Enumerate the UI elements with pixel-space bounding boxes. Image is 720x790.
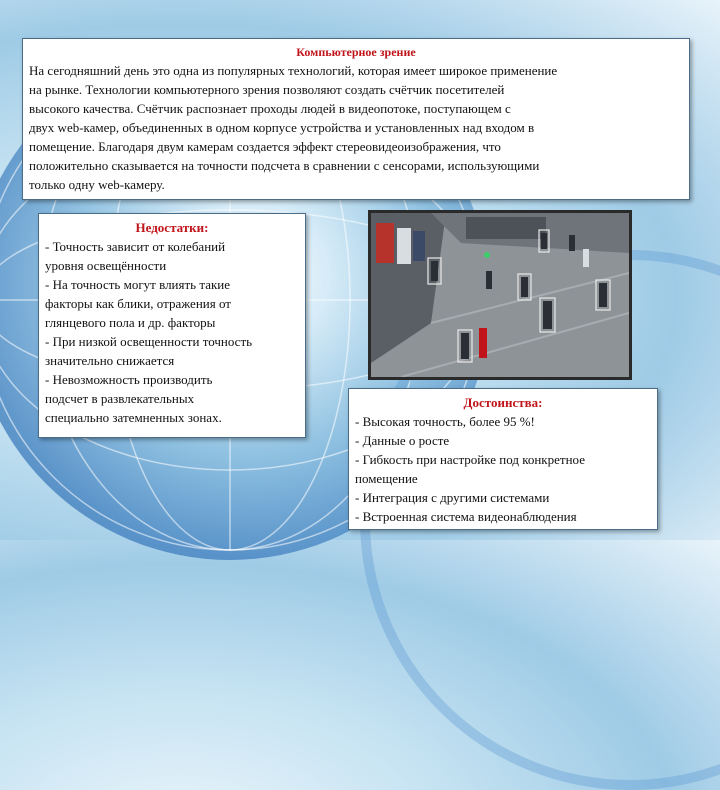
disadvantages-line: - На точность могут влиять такие <box>45 277 231 292</box>
disadvantages-line: - Невозможность производить <box>45 372 213 387</box>
intro-line: положительно сказывается на точности подсчета в сравнении с сенсорами, использующими <box>29 158 540 173</box>
disadvantages-line: - Точность зависит от колебаний <box>45 239 226 254</box>
disadvantages-line: подсчет в развлекательных <box>45 391 195 406</box>
disadvantages-line: специально затемненных зонах. <box>45 410 222 425</box>
advantages-title: Достоинства: <box>463 395 543 410</box>
disadvantages-box <box>38 213 306 438</box>
advantages-line: - Данные о росте <box>355 433 450 448</box>
disadvantages-line: факторы как блики, отражения от <box>45 296 231 311</box>
disadvantages-title: Недостатки: <box>135 220 209 235</box>
people-counter-camera-photo <box>368 210 632 380</box>
disadvantages-line: значительно снижается <box>45 353 175 368</box>
disadvantages-line: - При низкой освещенности точность <box>45 334 253 349</box>
intro-line: помещение. Благодаря двум камерам создается эффект стереовидеоизображения, что <box>29 139 501 154</box>
advantages-box <box>348 388 658 530</box>
advantages-line: помещение <box>355 471 418 486</box>
advantages-line: - Гибкость при настройке под конкретное <box>355 452 585 467</box>
intro-title: Компьютерное зрение <box>296 45 416 59</box>
advantages-line: - Высокая точность, более 95 %! <box>355 414 535 429</box>
disadvantages-line: уровня освещённости <box>45 258 167 273</box>
intro-box <box>22 38 690 200</box>
intro-line: только одну web-камеру. <box>29 177 165 192</box>
intro-line: на рынке. Технологии компьютерного зрения позволяют создать счётчик посетителей <box>29 82 505 97</box>
advantages-line: - Интеграция с другими системами <box>355 490 550 505</box>
intro-line: высокого качества. Счётчик распознает проходы людей в видеопотоке, поступающем с <box>29 101 511 116</box>
intro-line: На сегодняшний день это одна из популярных технологий, которая имеет широкое применение <box>29 63 558 78</box>
intro-line: двух web-камер, объединенных в одном корпусе устройства и установленных над входом в <box>29 120 535 135</box>
advantages-line: - Встроенная система видеонаблюдения <box>355 509 577 524</box>
disadvantages-line: глянцевого пола и др. факторы <box>45 315 216 330</box>
camera-scene <box>371 213 629 377</box>
